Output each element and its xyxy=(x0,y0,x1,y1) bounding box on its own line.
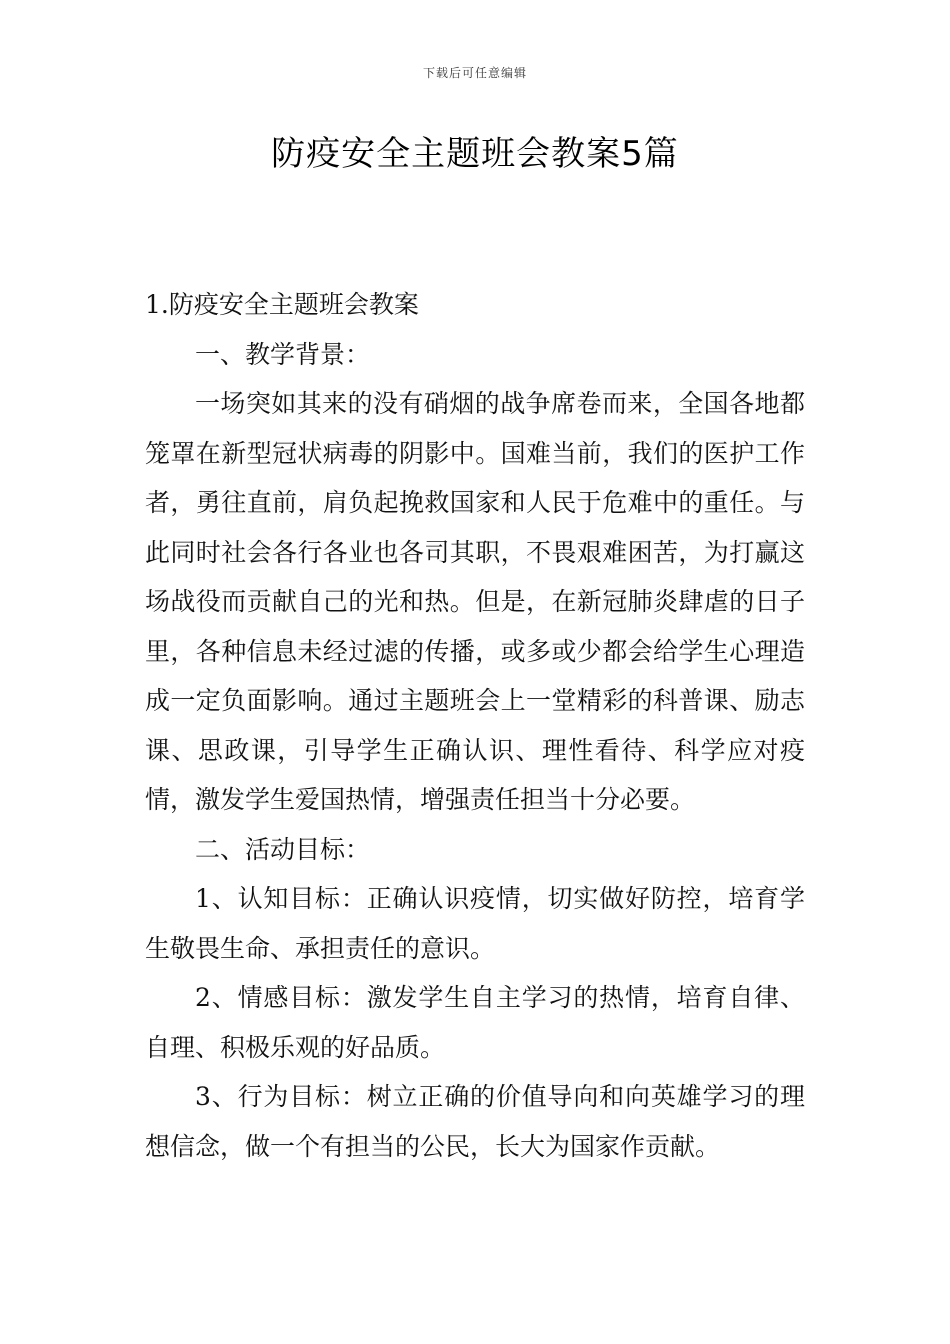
background-paragraph: 一场突如其来的没有硝烟的战争席卷而来，全国各地都笼罩在新型冠状病毒的阴影中。国难当前，我们的医护工作者，勇往直前，肩负起挽救国家和人民于危难中的重任。与此同时社会各行各业也各司其职，不畏艰难困苦，为打赢这场战役而贡献自己的光和热。但是，在新冠肺炎肆虐的日子里，各种信息未经过滤的传播，或多或少都会给学生心理造成一定负面影响。通过主题班会上一堂精彩的科普课、励志课、思政课，引导学生正确认识、理性看待、科学应对疫情，激发学生爱国热情，增强责任担当十分必要。 xyxy=(145,389,805,814)
goal-cognitive: 1、认知目标：正确认识疫情，切实做好防控，培育学生敬畏生命、承担责任的意识。 xyxy=(145,884,805,963)
document-title: 防疫安全主题班会教案5篇 xyxy=(271,134,679,174)
goals-heading: 二、活动目标： xyxy=(195,834,371,864)
document-body xyxy=(145,280,805,1171)
goal-behavioral: 3、行为目标：树立正确的价值导向和向英雄学习的理想信念，做一个有担当的公民，长大为国家作贡献。 xyxy=(145,1082,805,1161)
background-heading: 一、教学背景： xyxy=(195,339,371,369)
section-heading: 1.防疫安全主题班会教案 xyxy=(145,290,419,319)
goal-emotional: 2、情感目标：激发学生自主学习的热情，培育自律、自理、积极乐观的好品质。 xyxy=(145,983,805,1062)
header-note: 下载后可任意编辑 xyxy=(422,66,527,80)
